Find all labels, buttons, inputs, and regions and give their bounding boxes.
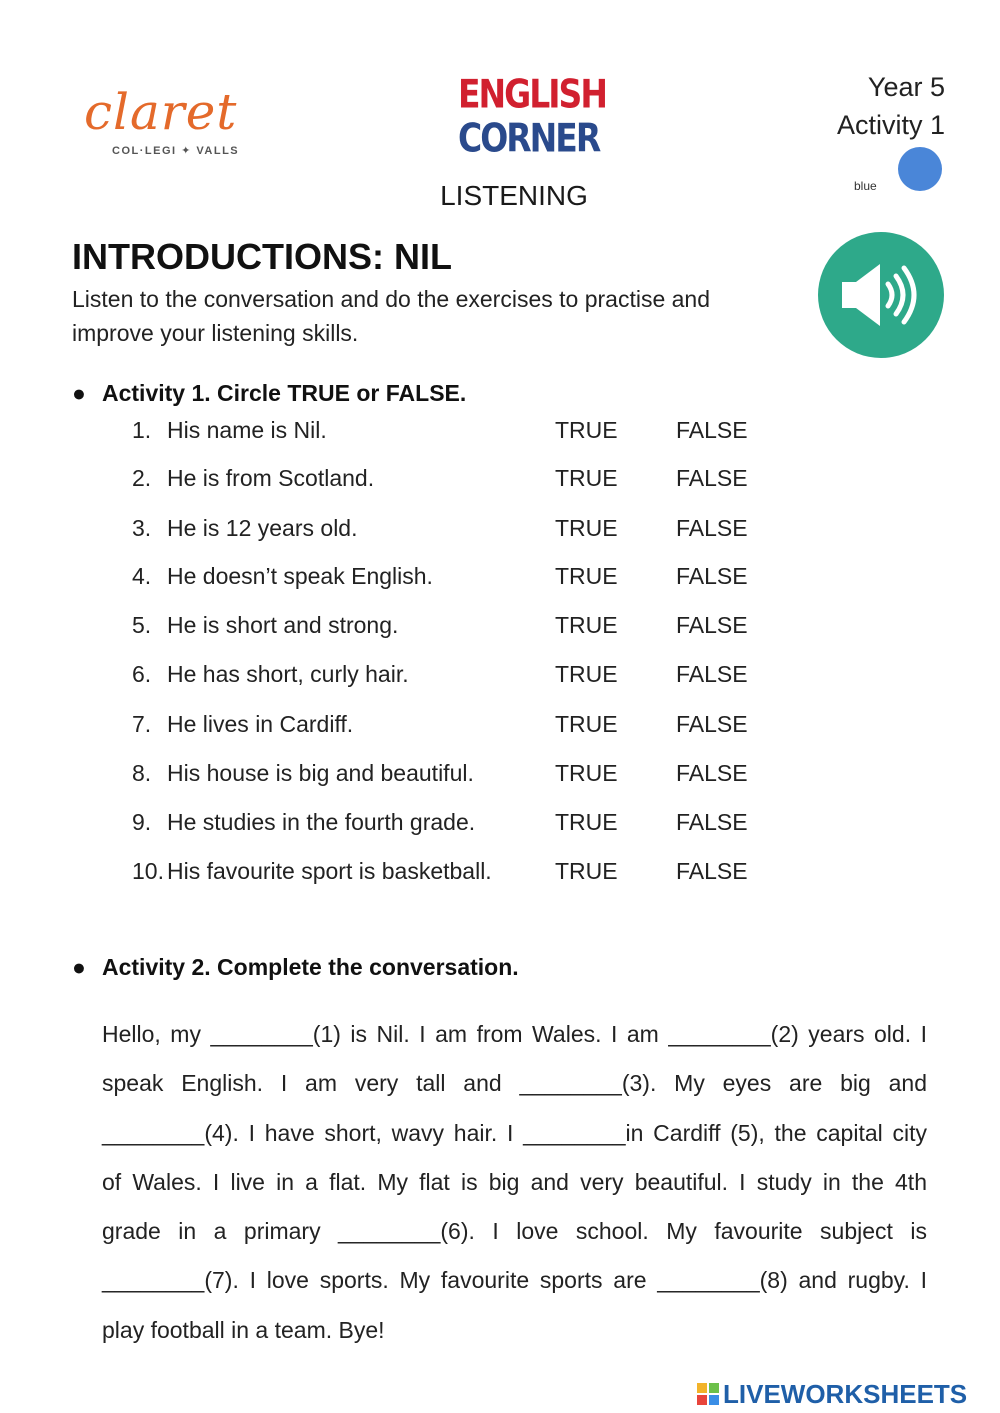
false-option[interactable]: FALSE <box>676 465 748 491</box>
true-option[interactable]: TRUE <box>555 760 618 786</box>
conversation-line: grade in a primary ________(6). I love school. My favourite subject is <box>102 1218 927 1245</box>
english-corner-logo-line2: CORNER <box>458 114 600 161</box>
tf-item-number: 5. <box>132 612 152 638</box>
false-option[interactable]: FALSE <box>676 809 748 835</box>
color-dot <box>898 147 942 191</box>
tf-item-number: 7. <box>132 711 152 737</box>
tf-item-statement: His house is big and beautiful. <box>167 760 474 786</box>
true-option[interactable]: TRUE <box>555 465 618 491</box>
activity1-heading <box>72 380 466 407</box>
conversation-line: of Wales. I live in a flat. My flat is big and very beautiful. I study in the 4th <box>102 1168 927 1195</box>
english-corner-logo <box>458 68 606 170</box>
tf-item-statement: He studies in the fourth grade. <box>167 809 476 835</box>
activity2-heading-text: Activity 2. Complete the conversation. <box>102 954 519 980</box>
claret-logo-subtitle: COL·LEGI ✦ VALLS <box>112 145 240 157</box>
tf-item-number: 9. <box>132 809 152 835</box>
year-label: Year 5 <box>867 72 945 102</box>
conversation-line: Hello, my ________(1) is Nil. I am from Wales. I am ________(2) years old. I <box>102 1021 927 1047</box>
tf-item-statement: He is 12 years old. <box>167 515 358 541</box>
conversation-paragraph <box>102 1010 927 1355</box>
activity-label: Activity 1 <box>836 110 945 140</box>
conversation-line: play football in a team. Bye! <box>102 1316 385 1343</box>
liveworksheets-logo <box>697 1378 967 1410</box>
false-option[interactable]: FALSE <box>676 661 748 687</box>
tf-item-number: 8. <box>132 760 152 786</box>
liveworksheets-brand: LIVEWORKSHEETS <box>723 1378 968 1409</box>
claret-school-logo <box>78 82 278 162</box>
tf-item-statement: His name is Nil. <box>167 417 327 443</box>
true-option[interactable]: TRUE <box>555 515 618 541</box>
activity2-heading <box>72 954 519 981</box>
tf-item-statement: He has short, curly hair. <box>167 661 409 687</box>
true-option[interactable]: TRUE <box>555 417 618 443</box>
true-option[interactable]: TRUE <box>555 858 618 884</box>
section-label: LISTENING <box>440 180 588 211</box>
tf-item-number: 4. <box>132 563 152 589</box>
false-option[interactable]: FALSE <box>676 858 748 884</box>
true-option[interactable]: TRUE <box>555 661 618 687</box>
false-option[interactable]: FALSE <box>676 563 748 589</box>
false-option[interactable]: FALSE <box>676 515 748 541</box>
true-option[interactable]: TRUE <box>555 809 618 835</box>
tf-item-statement: He is short and strong. <box>167 612 399 638</box>
english-corner-logo-line1: ENGLISH <box>458 70 606 117</box>
conversation-line: ________(4). I have short, wavy hair. I ________in Cardiff (5), the capital city <box>102 1119 927 1146</box>
page-title: INTRODUCTIONS: NIL <box>72 236 452 277</box>
tf-item-statement: He is from Scotland. <box>167 465 375 491</box>
intro-text: Listen to the conversation and do the exercises to practise and improve your listening skills. <box>72 286 711 346</box>
tf-item-number: 2. <box>132 465 152 491</box>
speaker-volume-icon[interactable] <box>818 232 944 358</box>
speaker-glyph <box>818 232 944 358</box>
conversation-line: speak English. I am very tall and ________(3). My eyes are big and <box>102 1070 927 1097</box>
activity1-heading-text: Activity 1. Circle TRUE or FALSE. <box>102 380 467 406</box>
false-option[interactable]: FALSE <box>676 711 748 737</box>
tf-item-statement: His favourite sport is basketball. <box>167 858 492 884</box>
false-option[interactable]: FALSE <box>676 417 748 443</box>
false-option[interactable]: FALSE <box>676 760 748 786</box>
true-option[interactable]: TRUE <box>555 711 618 737</box>
tf-item-number: 1. <box>132 417 152 443</box>
year-activity-label <box>837 68 945 144</box>
tf-item-number: 6. <box>132 661 152 687</box>
true-option[interactable]: TRUE <box>555 563 618 589</box>
true-option[interactable]: TRUE <box>555 612 618 638</box>
color-label: blue <box>854 179 877 193</box>
conversation-line: ________(7). I love sports. My favourite sports are ________(8) and rugby. I <box>102 1267 927 1294</box>
tf-item-number: 3. <box>132 515 152 541</box>
bullet-icon: ● <box>72 954 86 980</box>
liveworksheets-blocks-icon <box>697 1383 719 1405</box>
tf-item-statement: He lives in Cardiff. <box>167 711 354 737</box>
claret-logo-wordmark: claret <box>84 83 238 141</box>
tf-item-number: 10. <box>132 858 164 884</box>
false-option[interactable]: FALSE <box>676 612 748 638</box>
bullet-icon: ● <box>72 380 86 406</box>
tf-item-statement: He doesn’t speak English. <box>167 563 433 589</box>
